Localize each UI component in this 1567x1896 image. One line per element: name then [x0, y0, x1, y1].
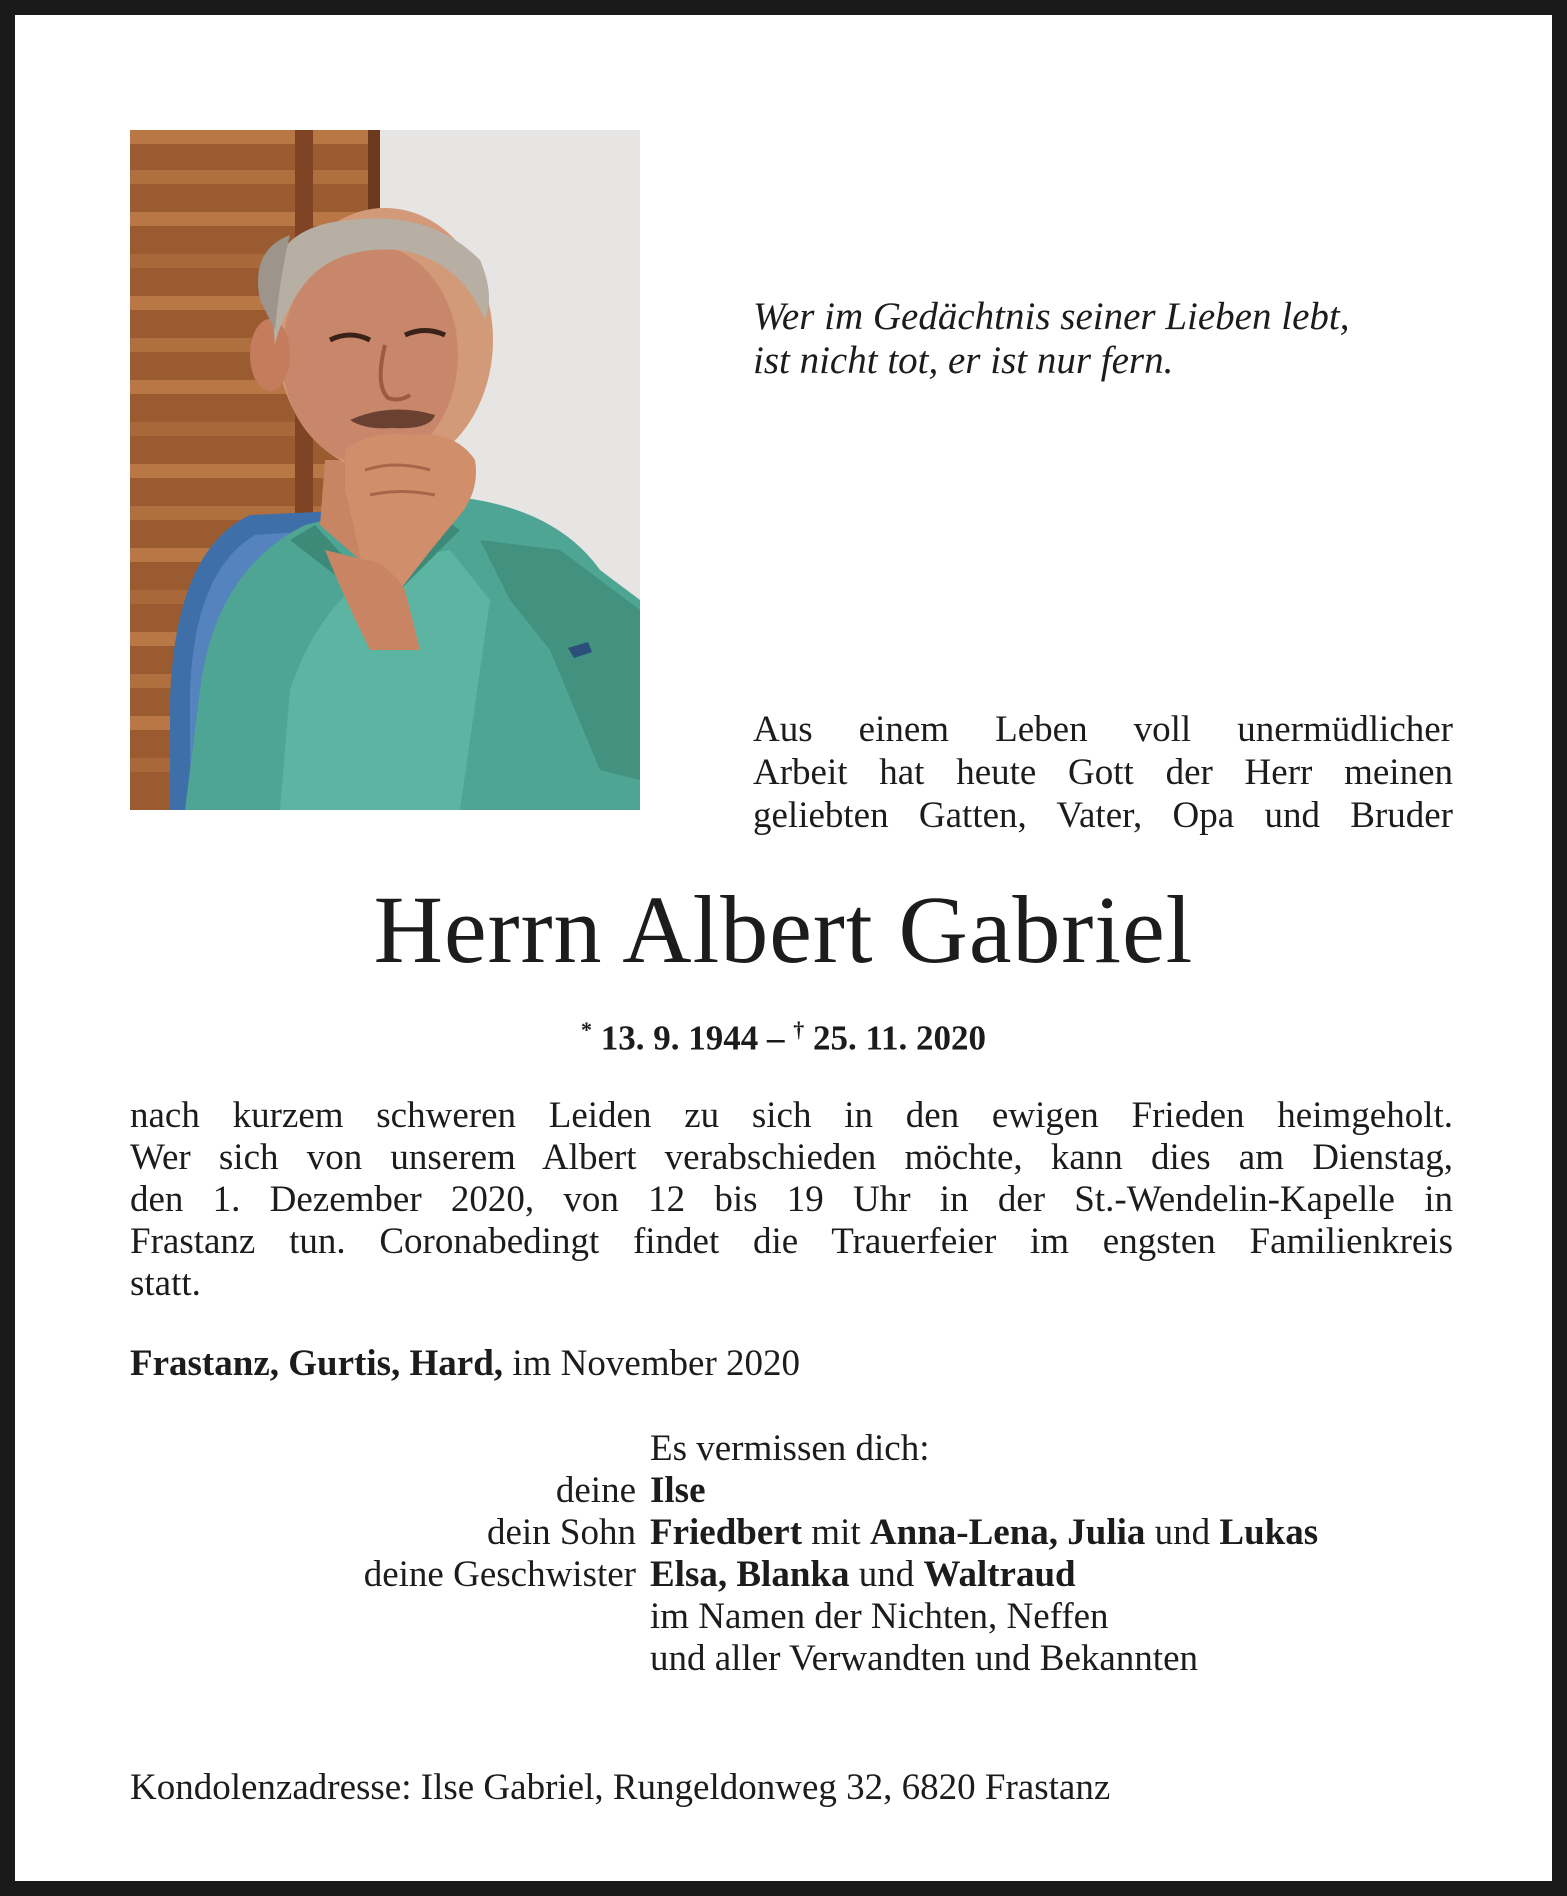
date-dash: –: [766, 1018, 785, 1058]
mourner-name: Friedbert: [650, 1512, 803, 1553]
places: Frastanz, Gurtis, Hard,: [130, 1343, 504, 1384]
life-dates: [15, 1010, 1552, 1059]
body-line: Frastanz tun. Coronabedingt findet die Trauerfeier im engsten Familienkreis: [130, 1221, 1453, 1262]
mourner-relation: dein Sohn: [486, 1512, 636, 1553]
mourner-name: Anna-Lena, Julia: [869, 1512, 1146, 1553]
quote-line: ist nicht tot, er ist nur fern.: [753, 339, 1174, 382]
intro-line: Arbeit hat heute Gott der Herr meinen: [753, 752, 1453, 793]
death-symbol: †: [793, 1017, 805, 1042]
mourner-row: [130, 1470, 1453, 1512]
body-line: den 1. Dezember 2020, von 12 bis 19 Uhr in der St.-Wendelin-Kapelle in: [130, 1179, 1453, 1220]
mourners-footer-line: im Namen der Nichten, Neffen: [650, 1596, 1109, 1637]
mourner-row: [130, 1554, 1453, 1596]
place-date: im November 2020: [512, 1343, 801, 1384]
body-paragraph: [130, 1095, 1453, 1305]
mourner-name: Waltraud: [923, 1554, 1076, 1595]
intro-paragraph: [753, 708, 1453, 837]
body-line: Wer sich von unserem Albert verabschieden möchte, kann dies am Dienstag,: [130, 1137, 1453, 1178]
quote-line: Wer im Gedächtnis seiner Lieben lebt,: [753, 295, 1350, 338]
mourner-relation: deine Geschwister: [363, 1554, 636, 1595]
mourners-footer-line: und aller Verwandten und Bekannten: [650, 1638, 1198, 1679]
birth-symbol: *: [580, 1017, 592, 1042]
deceased-name: Herrn Albert Gabriel: [373, 876, 1194, 983]
body-line: statt.: [130, 1263, 201, 1304]
memorial-quote: [753, 295, 1349, 383]
portrait-photo: [130, 130, 640, 810]
body-line: nach kurzem schweren Leiden zu sich in den ewigen Frieden heimgeholt.: [130, 1095, 1453, 1136]
mourners-section: [130, 1428, 1453, 1680]
place-date-line: [130, 1343, 800, 1385]
mourner-name: Lukas: [1219, 1512, 1319, 1553]
mourner-relation: deine: [555, 1470, 636, 1511]
mourner-name: Ilse: [650, 1470, 706, 1511]
mourners-heading: Es vermissen dich:: [650, 1428, 930, 1469]
birth-date: 13. 9. 1944: [600, 1018, 759, 1058]
mourner-row: [130, 1512, 1453, 1554]
mourner-connector: und: [858, 1554, 915, 1595]
mourner-connector: und: [1154, 1512, 1211, 1553]
condolence-address: Kondolenzadresse: Ilse Gabriel, Rungeldonweg 32, 6820 Frastanz: [130, 1767, 1111, 1808]
mourner-name: Elsa, Blanka: [650, 1554, 850, 1595]
death-date: 25. 11. 2020: [812, 1018, 987, 1058]
intro-line: Aus einem Leben voll unermüdlicher: [753, 709, 1453, 750]
obituary-card: [15, 15, 1552, 1881]
mourner-connector: mit: [811, 1512, 861, 1553]
intro-line: geliebten Gatten, Vater, Opa und Bruder: [753, 795, 1453, 836]
